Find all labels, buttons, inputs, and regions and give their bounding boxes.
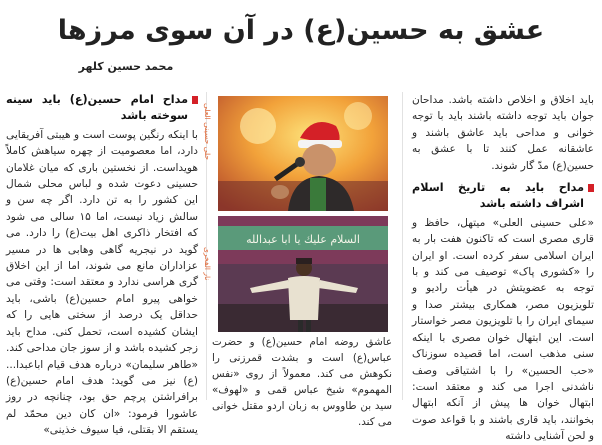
left-column-body: با اینکه رنگین پوست است و هیبتی آفریقایی دارد، اما معصومیت از چهره سیاهش کاملاً هویداست. از نخستین باری که میان غلامان حسینی دعوت شده و لباس محلی شمال این کشور را به تن دارد. اگر چه سن و سالش زیاد نیست، اما ۱۵ سالی می شود که افتخار ذاکری اهل بیت(ع) را دارد. می گوید در نیجریه گاهی وهابی ها در مسیر عزاداران مانع می شوند، اما از این اخلاق گری هراسی ندارد و معتقد است: وقتی می خواهی پیرو امام حسین(ع) باشی، باید حداقل یک درصد از سختی هایی را که ایشان کشیده است، تحمل کنی. مداح باید زجر کشیده باشد و از سوز جان مداحی کند. «طاهر سلیمان» درباره هدف قیام اباعبدا... (ع) نیز می گوید: هدف امام حسین(ع) برافراشتن پرچم حق بود، چنانچه در روز عاشورا فرمود: «ان کان دین محمّد لم یستقم الا بقتلی، فیا سیوف خذینی» <box>6 128 198 437</box>
photo-credit-2: نار الفخری <box>203 246 212 280</box>
photo-caption-text: عاشق روضه امام حسین(ع) و حضرت عباس(ع) است و بشدت قمرزنی را نکوهش می کند. معمولاً از روی «نفس المهموم» شیخ عباس قمی و «لهوف» سید بن طاووس به زبان اردو مقتل خوانی می کند. <box>212 336 392 428</box>
photo-credit-1: حلی حسینی العلی <box>203 103 212 160</box>
photo-reciter-red-hat <box>218 96 388 211</box>
article-headline: عشق به حسین(ع) در آن سوی مرزها <box>57 15 545 46</box>
right-column-intro: باید اخلاق و اخلاص داشته باشد. مداحان جوان باید توجه داشته باشند باید با توجه خوانی و مداحی باید عاشق باشند و عاشقانه عمل کنند تا با عشق به حسین(ع) مدّ گار شوند. <box>412 94 594 172</box>
column-divider-right <box>402 92 403 400</box>
right-text-column <box>412 92 594 443</box>
right-column-subhead-text: مداح باید به تاریخ اسلام اشراف داشته باشد <box>412 181 584 211</box>
right-column-body: «علی حسینی العلی» میتهل، حافظ و قاری مصری است که تاکنون هفت بار به ایران اسلامی سفر کرده است. او ایران را «کشوری پاک» توصیف می کند و با توجه به عضویتش در هیأت رادیو و تلویزیون مصر، همکاری بیشتر صدا و سیمای ایران را با تلویزیون مصر خواستار است. این ابتهال خوان مصری با اینکه سنی مذهب است، اما قصیده سوزناک «حب الحسین» را با اشتیاقی وصف ناشدنی اجرا می کند و معتقد است: ابتهال خوان ها پیش از آنکه ابتهال بخوانند، باید قاری باشند و با قواعد صوت و لحن آشنایی داشته <box>412 216 594 443</box>
svg-text:السلام عليك يا ابا عبدالله: السلام عليك يا ابا عبدالله <box>246 233 360 246</box>
photo-reciter-red-hat-image <box>218 96 388 211</box>
left-column-subhead <box>6 92 198 125</box>
photo-reciter-banner-image <box>218 216 388 332</box>
photo-reciter-banner <box>218 216 388 332</box>
left-column-subhead-text: مداح امام حسین(ع) باید سینه سوخته باشد <box>6 93 188 123</box>
article-author: محمد حسین کلهر <box>78 60 174 73</box>
right-column-subhead <box>412 180 594 213</box>
left-text-column <box>6 92 198 437</box>
